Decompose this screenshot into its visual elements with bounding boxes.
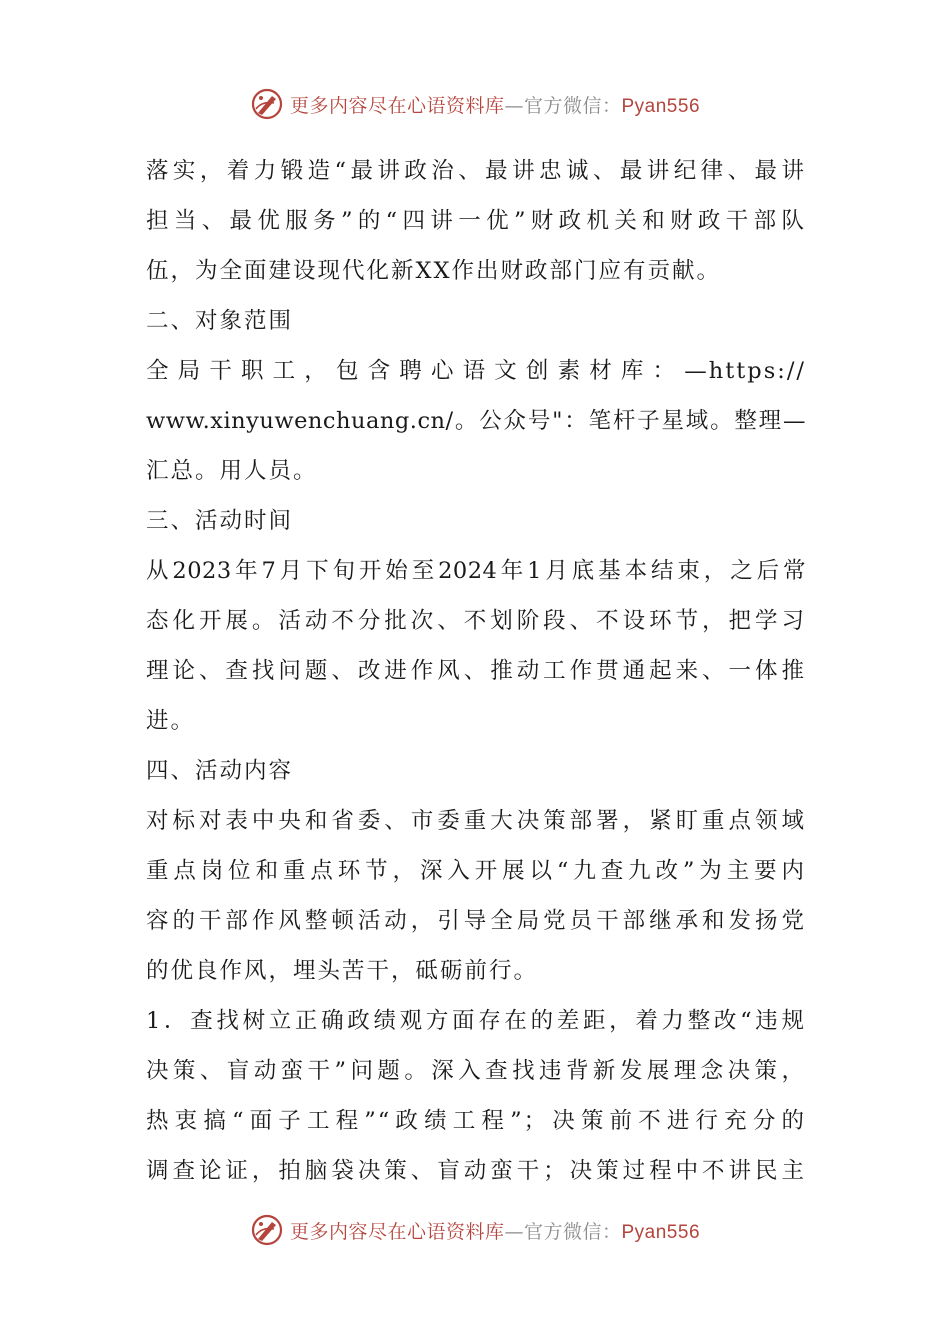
banner-wechat-id: Pyan556 xyxy=(621,1221,701,1243)
banner-text xyxy=(290,1217,700,1244)
body-line: 的优良作风，埋头苦干，砥砺前行。 xyxy=(146,958,539,984)
banner-separator: — xyxy=(504,94,524,117)
body-line: 容的干部作风整顿活动，引导全局党员干部继承和发扬党 xyxy=(146,908,806,934)
body-line: 伍，为全面建设现代化新XX作出财政部门应有贡献。 xyxy=(146,258,722,284)
body-line: www.xinyuwenchuang.cn/。公众号"：笔杆子星域。整理— xyxy=(146,408,806,434)
banner-separator: — xyxy=(504,1220,524,1243)
banner-wechat-id: Pyan556 xyxy=(621,95,701,117)
body-line: 重点岗位和重点环节，深入开展以“九查九改”为主要内 xyxy=(146,858,806,884)
body-line: 全局干职工，包含聘心语文创素材库：—https:// xyxy=(146,358,806,384)
body-line: 态化开展。活动不分批次、不划阶段、不设环节，把学习 xyxy=(146,608,806,634)
body-line: 调查论证，拍脑袋决策、盲动蛮干；决策过程中不讲民主 xyxy=(146,1158,806,1184)
banner-text xyxy=(290,91,700,118)
body-line: 热衷搞“面子工程”“政绩工程”；决策前不进行充分的 xyxy=(146,1108,806,1134)
section-heading: 三、活动时间 xyxy=(146,508,294,534)
banner-brand: 更多内容尽在心语资料库 xyxy=(289,1220,505,1243)
body-line: 1．查找树立正确政绩观方面存在的差距，着力整改“违规 xyxy=(146,1008,806,1034)
body-line: 进。 xyxy=(146,708,196,734)
section-heading: 二、对象范围 xyxy=(146,308,294,334)
section-heading: 四、活动内容 xyxy=(146,758,294,784)
banner-label: 官方微信： xyxy=(523,1220,622,1243)
body-line: 理论、查找问题、改进作风、推动工作贯通起来、一体推 xyxy=(146,658,806,684)
banner-label: 官方微信： xyxy=(523,94,622,117)
document-body xyxy=(146,146,806,1196)
body-line: 落实，着力锻造“最讲政治、最讲忠诚、最讲纪律、最讲 xyxy=(146,158,806,184)
body-line: 担当、最优服务”的“四讲一优”财政机关和财政干部队 xyxy=(146,208,806,234)
banner-brand: 更多内容尽在心语资料库 xyxy=(289,94,505,117)
pen-logo-icon xyxy=(250,87,284,121)
body-line: 对标对表中央和省委、市委重大决策部署，紧盯重点领域 xyxy=(146,808,806,834)
pen-logo-icon xyxy=(250,1213,284,1247)
body-line: 从2023年7月下旬开始至2024年1月底基本结束，之后常 xyxy=(146,558,806,584)
body-line: 汇总。用人员。 xyxy=(146,458,318,484)
footer-banner xyxy=(0,1210,950,1250)
header-banner xyxy=(0,84,950,124)
body-line: 决策、盲动蛮干”问题。深入查找违背新发展理念决策， xyxy=(146,1058,806,1084)
